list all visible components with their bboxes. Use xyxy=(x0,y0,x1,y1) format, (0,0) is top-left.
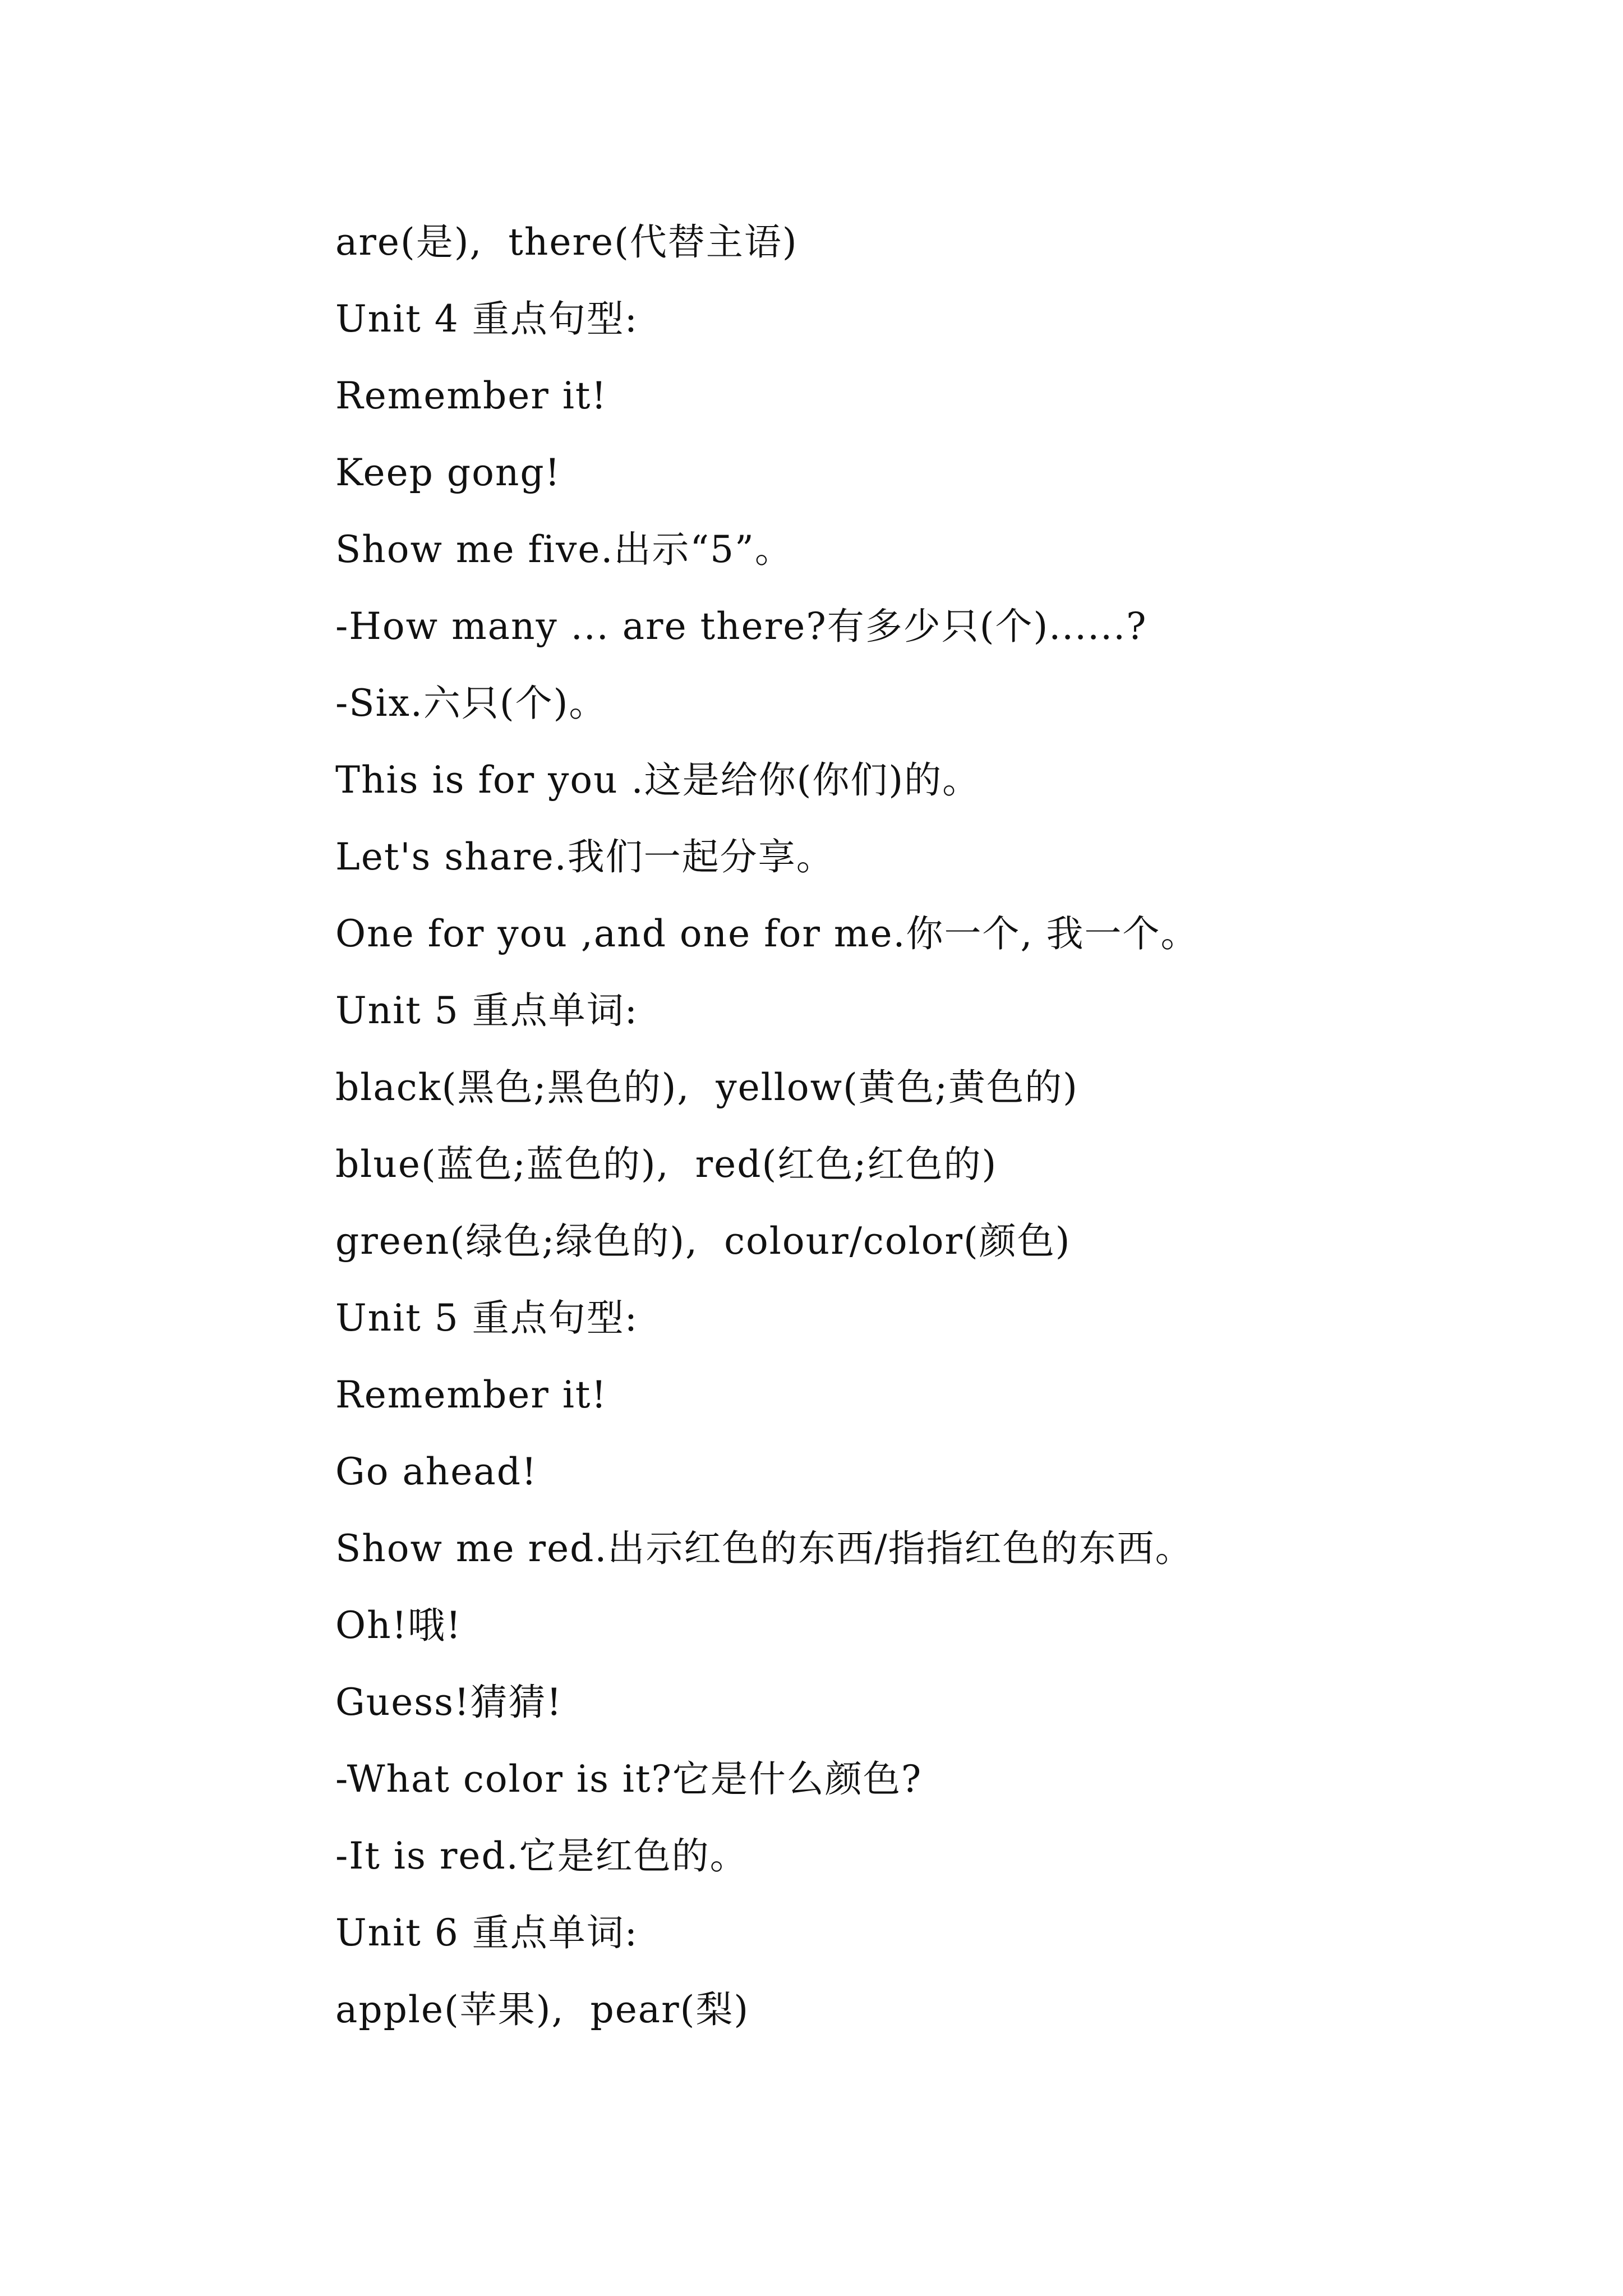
vocab-line: black(黑色;黑色的), yellow(黄色;黄色的) xyxy=(335,1066,1078,1109)
vocab-line-are-there: are(是), there(代替主语) xyxy=(335,220,798,264)
heading-unit4-sentences: Unit 4 重点句型: xyxy=(335,297,638,341)
heading-unit6-words: Unit 6 重点单词: xyxy=(335,1911,638,1954)
heading-unit5-words: Unit 5 重点单词: xyxy=(335,989,638,1032)
sentence-line: Show me red.出示红色的东西/指指红色的东西。 xyxy=(335,1527,1193,1570)
sentence-line: Remember it! xyxy=(335,374,607,417)
sentence-line: Let's share.我们一起分享。 xyxy=(335,835,834,878)
vocab-line: blue(蓝色;蓝色的), red(红色;红色的) xyxy=(335,1143,998,1186)
sentence-line: Oh!哦! xyxy=(335,1604,462,1647)
vocab-line: green(绿色;绿色的), colour/color(颜色) xyxy=(335,1220,1071,1263)
sentence-line: Go ahead! xyxy=(335,1450,538,1493)
vocab-line: apple(苹果), pear(梨) xyxy=(335,1988,750,2031)
sentence-line: This is for you .这是给你(你们)的。 xyxy=(335,758,981,802)
sentence-line: Remember it! xyxy=(335,1373,607,1416)
sentence-line: -Six.六只(个)。 xyxy=(335,682,607,725)
sentence-line: Keep gong! xyxy=(335,451,561,494)
heading-unit5-sentences: Unit 5 重点句型: xyxy=(335,1296,638,1340)
sentence-line: -It is red.它是红色的。 xyxy=(335,1834,748,1878)
sentence-line: -How many ... are there?有多少只(个)......? xyxy=(335,605,1147,648)
sentence-line: -What color is it?它是什么颜色? xyxy=(335,1757,923,1801)
sentence-line: Show me five.出示“5”。 xyxy=(335,528,793,571)
sentence-line: Guess!猜猜! xyxy=(335,1681,563,1724)
sentence-line: One for you ,and one for me.你一个, 我一个。 xyxy=(335,912,1199,955)
document-body xyxy=(335,214,1513,2059)
